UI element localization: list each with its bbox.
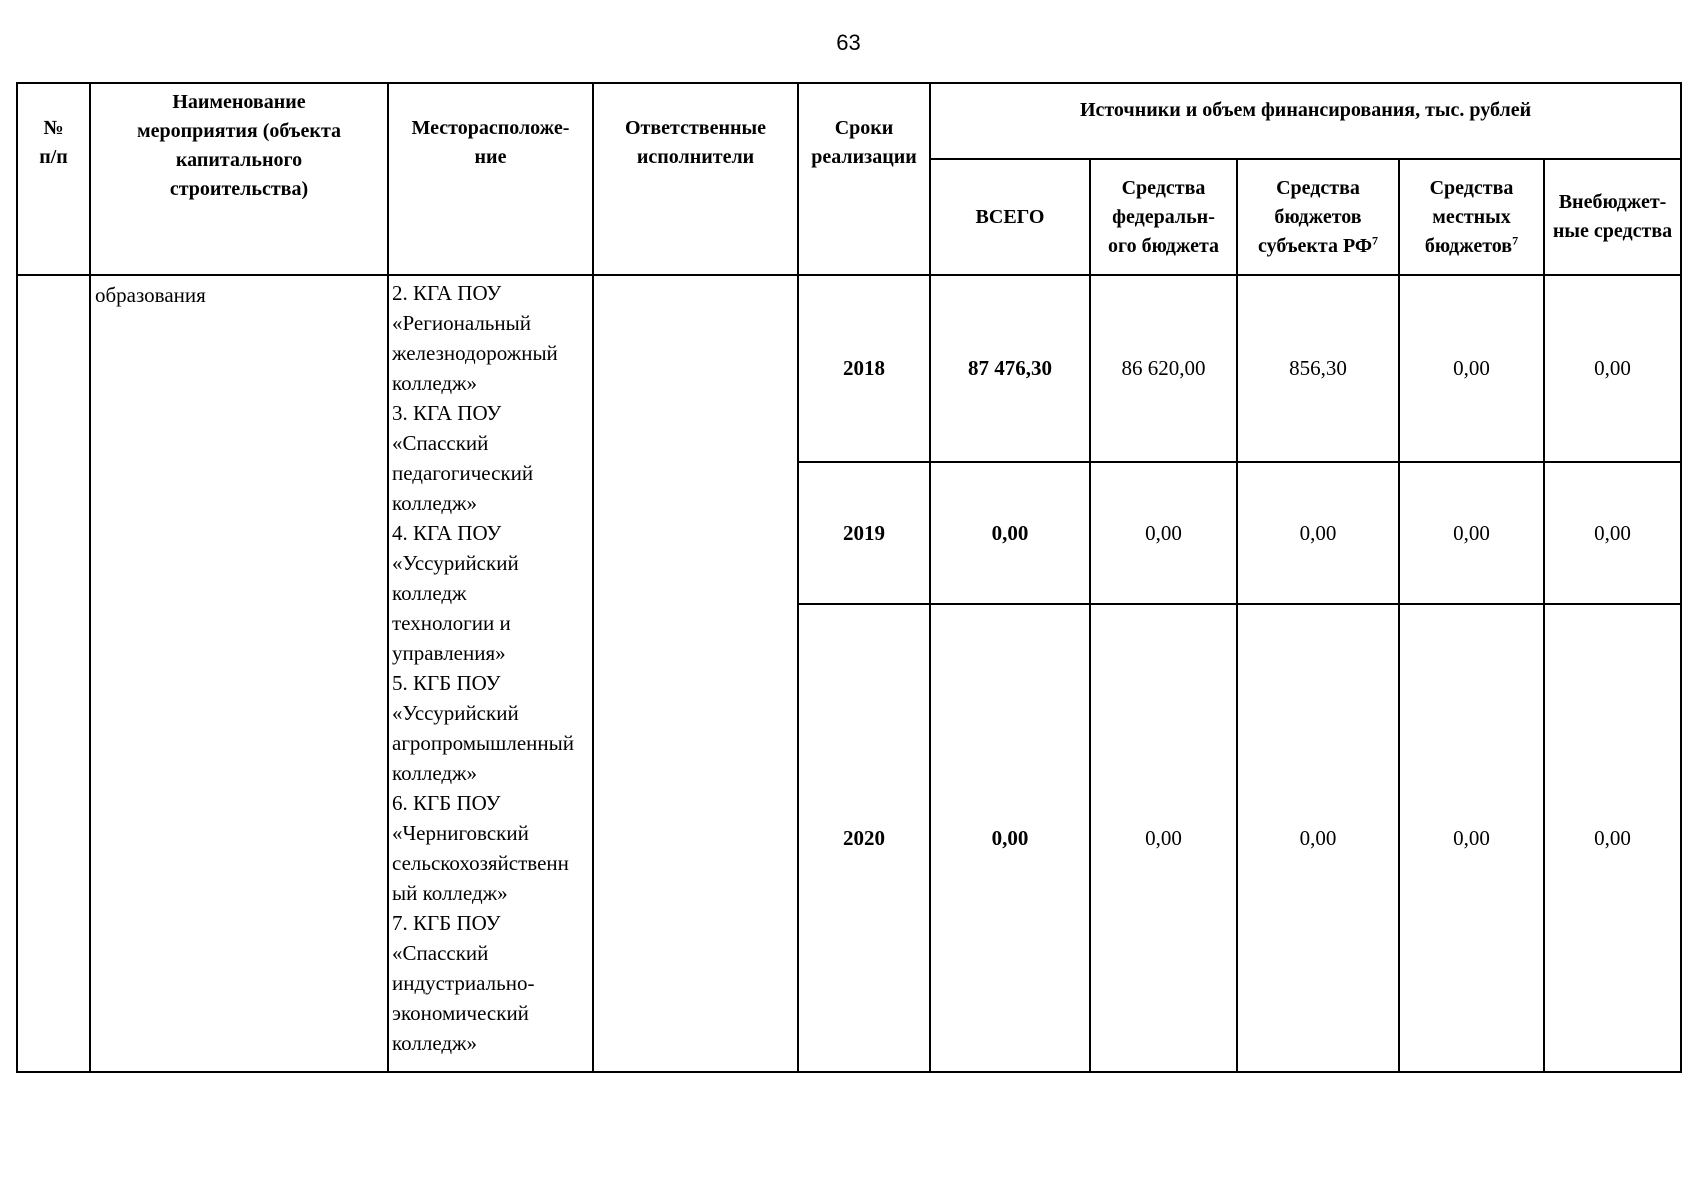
location-line: железнодорожный (392, 341, 558, 365)
location-line: сельскохозяйственн (392, 851, 569, 875)
location-line: «Уссурийский (392, 551, 519, 575)
financing-table (16, 82, 1682, 1073)
location-line: колледж» (392, 1031, 478, 1055)
cell-local: 0,00 (1399, 462, 1544, 604)
location-line: экономический (392, 1001, 529, 1025)
header-regional: Средства бюджетов субъекта $РФ^7$ (1237, 159, 1399, 275)
location-line: колледж (392, 581, 467, 605)
cell-regional: 0,00 (1237, 604, 1399, 1072)
header-sources: Источники и объем финансирования, тыс. рублей (930, 83, 1681, 159)
location-line: агропромышленный (392, 731, 574, 755)
header-executors: Ответственные исполнители (593, 83, 798, 275)
page-number: 63 (836, 30, 861, 55)
cell-year: 2019 (798, 462, 930, 604)
cell-extra: 0,00 (1544, 604, 1681, 1072)
cell-total: 0,00 (930, 462, 1090, 604)
location-line: «Уссурийский (392, 701, 519, 725)
cell-federal: 86 620,00 (1090, 275, 1237, 462)
cell-total: 87 476,30 (930, 275, 1090, 462)
cell-federal: 0,00 (1090, 604, 1237, 1072)
location-line: «Региональный (392, 311, 531, 335)
cell-executors (593, 275, 798, 1072)
cell-year: 2020 (798, 604, 930, 1072)
header-total: ВСЕГО (930, 159, 1090, 275)
cell-name: образования (90, 275, 388, 1072)
header-local: Средства местных бюджетов$^7$ (1399, 159, 1544, 275)
location-line: колледж» (392, 491, 478, 515)
cell-local: 0,00 (1399, 604, 1544, 1072)
location-line: колледж» (392, 761, 478, 785)
header-federal: Средства федеральн- ого бюджета (1090, 159, 1237, 275)
location-line: 3. КГА ПОУ (392, 401, 502, 425)
location-line: «Спасский (392, 431, 489, 455)
location-line: технологии и (392, 611, 511, 635)
header-extra: Внебюджет- ные средства (1544, 159, 1681, 275)
cell-extra: 0,00 (1544, 275, 1681, 462)
cell-regional: 0,00 (1237, 462, 1399, 604)
header-num: № п/п (17, 83, 90, 275)
location-line: индустриально- (392, 971, 535, 995)
location-line: «Черниговский (392, 821, 529, 845)
cell-location (388, 275, 593, 1072)
cell-num (17, 275, 90, 1072)
table-row (17, 275, 1681, 462)
location-line: 7. КГБ ПОУ (392, 911, 501, 935)
location-line: «Спасский (392, 941, 489, 965)
location-line: управления» (392, 641, 506, 665)
location-line: педагогический (392, 461, 534, 485)
cell-extra: 0,00 (1544, 462, 1681, 604)
location-line: 6. КГБ ПОУ (392, 791, 501, 815)
header-location: Месторасположе- ние (388, 83, 593, 275)
footnote-mark: 7 (1372, 232, 1379, 247)
cell-regional: 856,30 (1237, 275, 1399, 462)
location-line: колледж» (392, 371, 478, 395)
header-period: Сроки реализации (798, 83, 930, 275)
location-line: ый колледж» (392, 881, 508, 905)
cell-total: 0,00 (930, 604, 1090, 1072)
cell-local: 0,00 (1399, 275, 1544, 462)
cell-year: 2018 (798, 275, 930, 462)
header-name: Наименование мероприятия (объекта капитального строительства) (90, 83, 388, 275)
location-line: 2. КГА ПОУ (392, 281, 502, 305)
location-line: 4. КГА ПОУ (392, 521, 502, 545)
location-line: 5. КГБ ПОУ (392, 671, 501, 695)
footnote-mark: 7 (1512, 232, 1519, 247)
cell-federal: 0,00 (1090, 462, 1237, 604)
